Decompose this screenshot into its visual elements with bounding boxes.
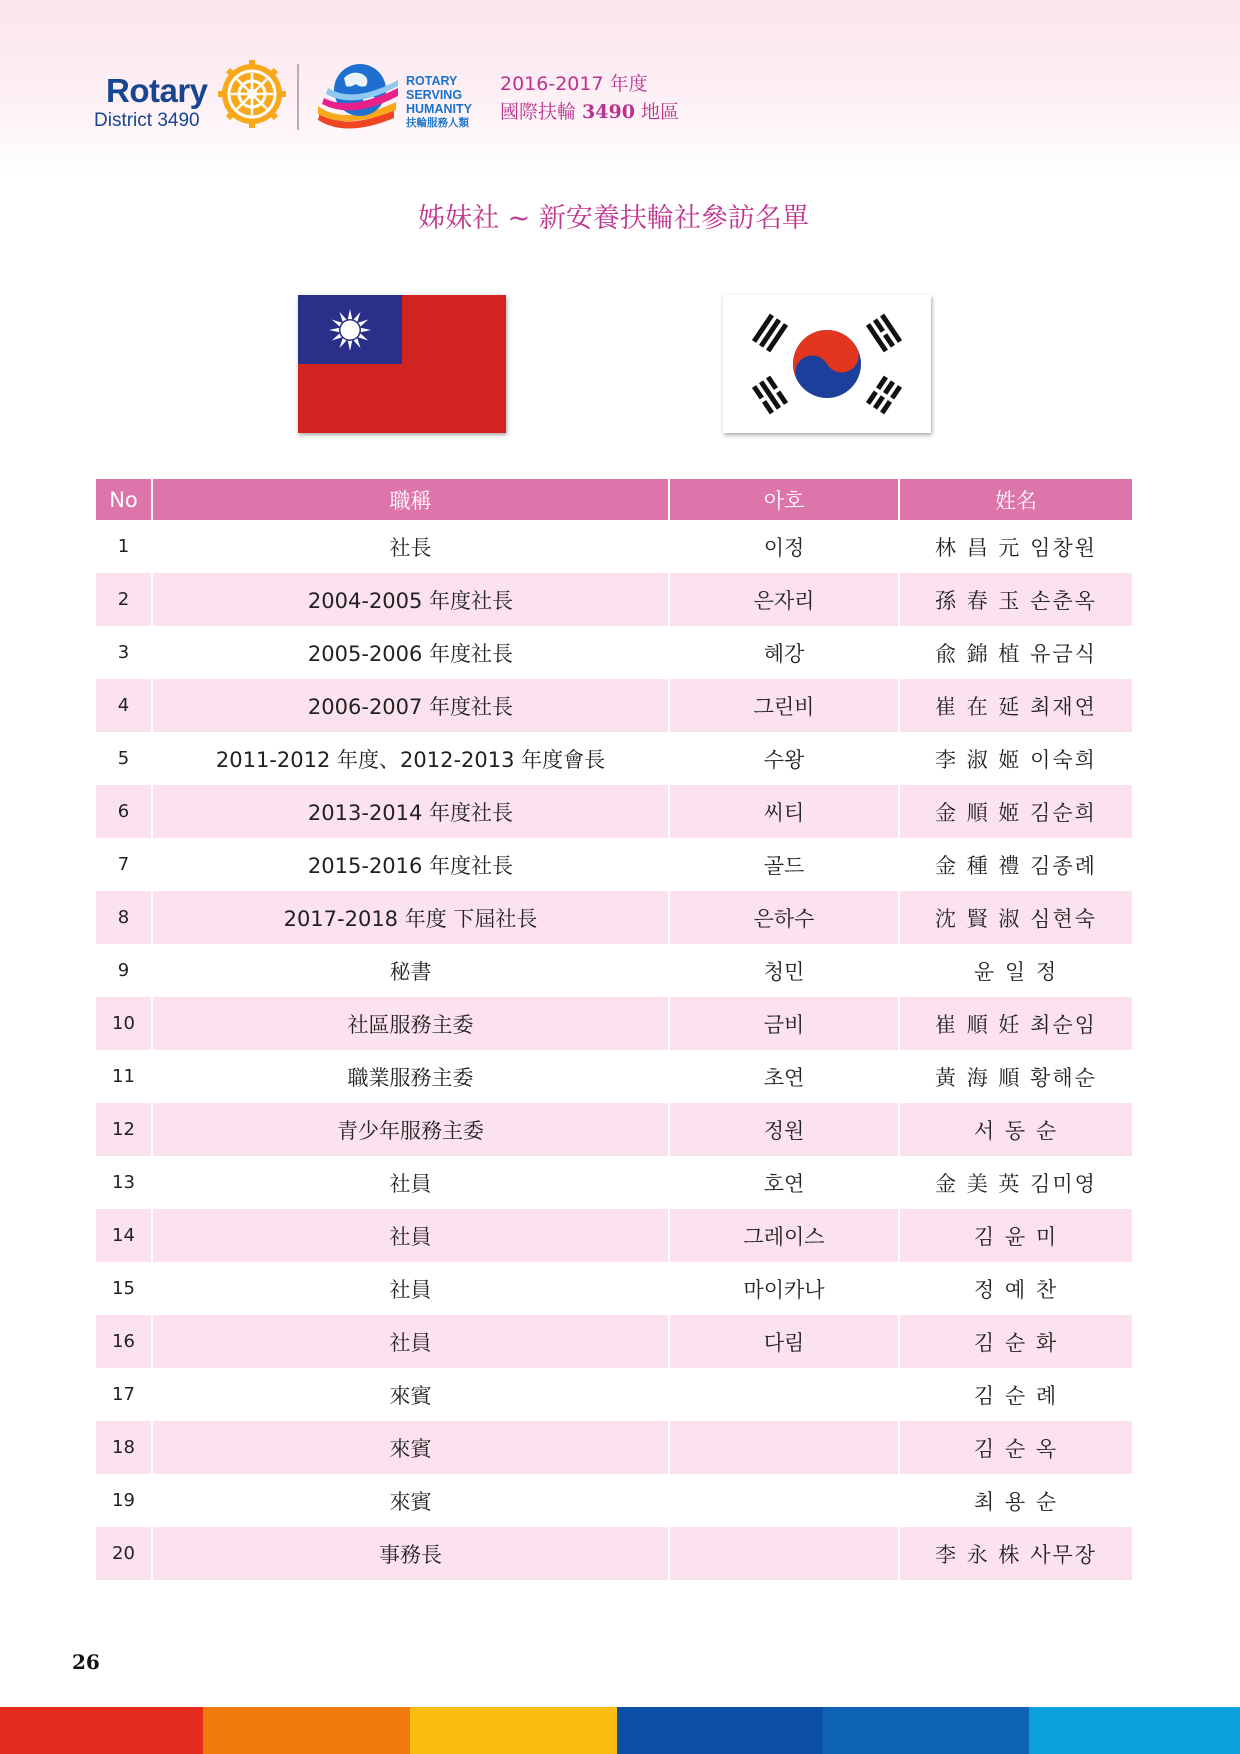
cell-ho: 다림: [670, 1315, 900, 1368]
cell-ho: 이정: [670, 520, 900, 573]
cell-name: 崔 在 延 최재연: [900, 679, 1132, 732]
cell-name: 김 순 옥: [900, 1421, 1132, 1474]
cell-no: 10: [96, 997, 153, 1050]
theme-line: HUMANITY: [406, 102, 472, 116]
cell-ho: 정원: [670, 1103, 900, 1156]
rotary-year: 2016-2017 年度: [500, 73, 648, 95]
table-row: [96, 1315, 1132, 1368]
cell-name: 김 윤 미: [900, 1209, 1132, 1262]
district-name: [500, 98, 679, 126]
footer-segment: [617, 1707, 823, 1754]
cell-name: 沈 賢 淑 심현숙: [900, 891, 1132, 944]
cell-ho: 그레이스: [670, 1209, 900, 1262]
header-ho: 아호: [670, 479, 900, 520]
cell-ho: 초연: [670, 1050, 900, 1103]
theme-text: [406, 74, 472, 130]
cell-title: 社區服務主委: [153, 997, 670, 1050]
cell-name: 김 순 화: [900, 1315, 1132, 1368]
taiwan-flag-icon: [298, 295, 506, 433]
district-name-post: 地區: [634, 101, 679, 123]
table-row: [96, 1474, 1132, 1527]
header-no: No: [96, 479, 153, 520]
table-row: [96, 626, 1132, 679]
cell-title: 來賓: [153, 1421, 670, 1474]
cell-title: 社員: [153, 1262, 670, 1315]
cell-name: 최 용 순: [973, 1489, 1059, 1514]
table-row: [96, 1103, 1132, 1156]
cell-title: 2013-2014 年度社長: [153, 785, 670, 838]
table-row: [96, 1262, 1132, 1315]
cell-ho: 청민: [670, 944, 900, 997]
cell-title: 社員: [153, 1315, 670, 1368]
cell-no: 19: [96, 1474, 153, 1527]
table-row: [96, 838, 1132, 891]
table-row: [96, 679, 1132, 732]
header-title: 職稱: [153, 479, 670, 520]
cell-no: 11: [96, 1050, 153, 1103]
table-row: [96, 1209, 1132, 1262]
table-row: [96, 573, 1132, 626]
cell-no: 12: [96, 1103, 153, 1156]
cell-title: 2005-2006 年度社長: [153, 626, 670, 679]
korea-flag-icon: [723, 295, 931, 433]
table-row: [96, 785, 1132, 838]
cell-ho: 마이카나: [670, 1262, 900, 1315]
footer-color-bar: [0, 1707, 1240, 1754]
cell-name: 黃 海 順 황해순: [935, 1065, 1097, 1090]
cell-no: 16: [96, 1315, 153, 1368]
logo-divider: [297, 64, 299, 130]
cell-title: 社員: [153, 1209, 670, 1262]
table-row: [96, 520, 1132, 573]
table-row: [96, 732, 1132, 785]
cell-name: 李 永 株 사무장: [900, 1527, 1132, 1580]
cell-no: 3: [96, 626, 153, 679]
rotary-wheel-icon: [218, 60, 286, 128]
table-row: [96, 1527, 1132, 1580]
footer-segment: [0, 1707, 203, 1754]
cell-title: 青少年服務主委: [153, 1103, 670, 1156]
district-name-pre: 國際扶輪: [500, 101, 583, 123]
cell-name: 崔 順 妊 최순임: [900, 997, 1132, 1050]
district-label: District 3490: [94, 110, 200, 131]
cell-no: 5: [96, 732, 153, 785]
header-name: 姓名: [900, 479, 1132, 520]
year-block: [500, 70, 679, 126]
cell-no: 9: [96, 944, 153, 997]
cell-ho: 혜강: [670, 626, 900, 679]
cell-name: 林 昌 元 임창원: [935, 535, 1097, 560]
cell-name: 兪 錦 植 유금식: [935, 641, 1097, 666]
page-number: 26: [72, 1650, 100, 1674]
cell-title: 2015-2016 年度社長: [153, 838, 670, 891]
cell-name: 李 淑 姬 이숙희: [935, 747, 1097, 772]
footer-segment: [203, 1707, 410, 1754]
table-body: [96, 520, 1132, 1580]
cell-no: 1: [96, 520, 153, 573]
cell-no: 4: [96, 679, 153, 732]
cell-name: 金 美 英 김미영: [935, 1171, 1097, 1196]
cell-title: 職業服務主委: [153, 1050, 670, 1103]
cell-ho: [670, 1474, 900, 1527]
rotary-wordmark: Rotary: [106, 72, 208, 109]
cell-ho: 수왕: [670, 732, 900, 785]
member-table: [96, 479, 1132, 1580]
cell-title: 2004-2005 年度社長: [153, 573, 670, 626]
cell-name: 서 동 순: [900, 1103, 1132, 1156]
cell-ho: 그린비: [670, 679, 900, 732]
cell-title: 事務長: [153, 1527, 670, 1580]
cell-ho: 금비: [670, 997, 900, 1050]
cell-no: 14: [96, 1209, 153, 1262]
cell-no: 15: [96, 1262, 153, 1315]
cell-name: 김 순 례: [973, 1383, 1059, 1408]
theme-line: ROTARY: [406, 74, 458, 88]
footer-segment: [823, 1707, 1029, 1754]
table-row: [96, 997, 1132, 1050]
cell-ho: 은하수: [670, 891, 900, 944]
footer-segment: [1029, 1707, 1240, 1754]
cell-no: 13: [96, 1156, 153, 1209]
cell-ho: 은자리: [670, 573, 900, 626]
cell-title: 來賓: [153, 1474, 670, 1527]
cell-title: 來賓: [153, 1368, 670, 1421]
footer-segment: [410, 1707, 617, 1754]
cell-no: 20: [96, 1527, 153, 1580]
table-row: [96, 1050, 1132, 1103]
table-row: [96, 1156, 1132, 1209]
cell-name: 金 種 禮 김종례: [935, 853, 1097, 878]
cell-name: 정 예 찬: [973, 1277, 1059, 1302]
cell-ho: 호연: [670, 1156, 900, 1209]
cell-ho: [670, 1368, 900, 1421]
cell-name: 金 順 姬 김순희: [900, 785, 1132, 838]
table-row: [96, 944, 1132, 997]
cell-no: 7: [96, 838, 153, 891]
cell-title: 秘書: [153, 944, 670, 997]
table-row: [96, 891, 1132, 944]
cell-ho: [670, 1421, 900, 1474]
cell-title: 社員: [153, 1156, 670, 1209]
theme-line: SERVING: [406, 88, 463, 102]
cell-ho: 골드: [670, 838, 900, 891]
cell-title: 2017-2018 年度 下屆社長: [153, 891, 670, 944]
page-title: 姊妹社 ~ 新安養扶輪社參訪名單: [418, 203, 809, 234]
district-number: 3490: [582, 101, 635, 123]
cell-title: 2006-2007 年度社長: [153, 679, 670, 732]
table-row: [96, 1421, 1132, 1474]
brand-header: [94, 58, 754, 138]
cell-title: 2011-2012 年度、2012-2013 年度會長: [153, 732, 670, 785]
globe-logo-icon: [314, 58, 400, 134]
cell-no: 18: [96, 1421, 153, 1474]
cell-ho: 씨티: [670, 785, 900, 838]
table-row: [96, 1368, 1132, 1421]
table-header-row: [96, 479, 1132, 520]
cell-ho: [670, 1527, 900, 1580]
cell-no: 2: [96, 573, 153, 626]
cell-title: 社長: [153, 520, 670, 573]
cell-no: 6: [96, 785, 153, 838]
cell-no: 17: [96, 1368, 153, 1421]
theme-subtitle: 扶輪服務人類: [406, 117, 469, 129]
cell-name: 윤 일 정: [973, 959, 1059, 984]
cell-name: 孫 春 玉 손춘옥: [900, 573, 1132, 626]
cell-no: 8: [96, 891, 153, 944]
